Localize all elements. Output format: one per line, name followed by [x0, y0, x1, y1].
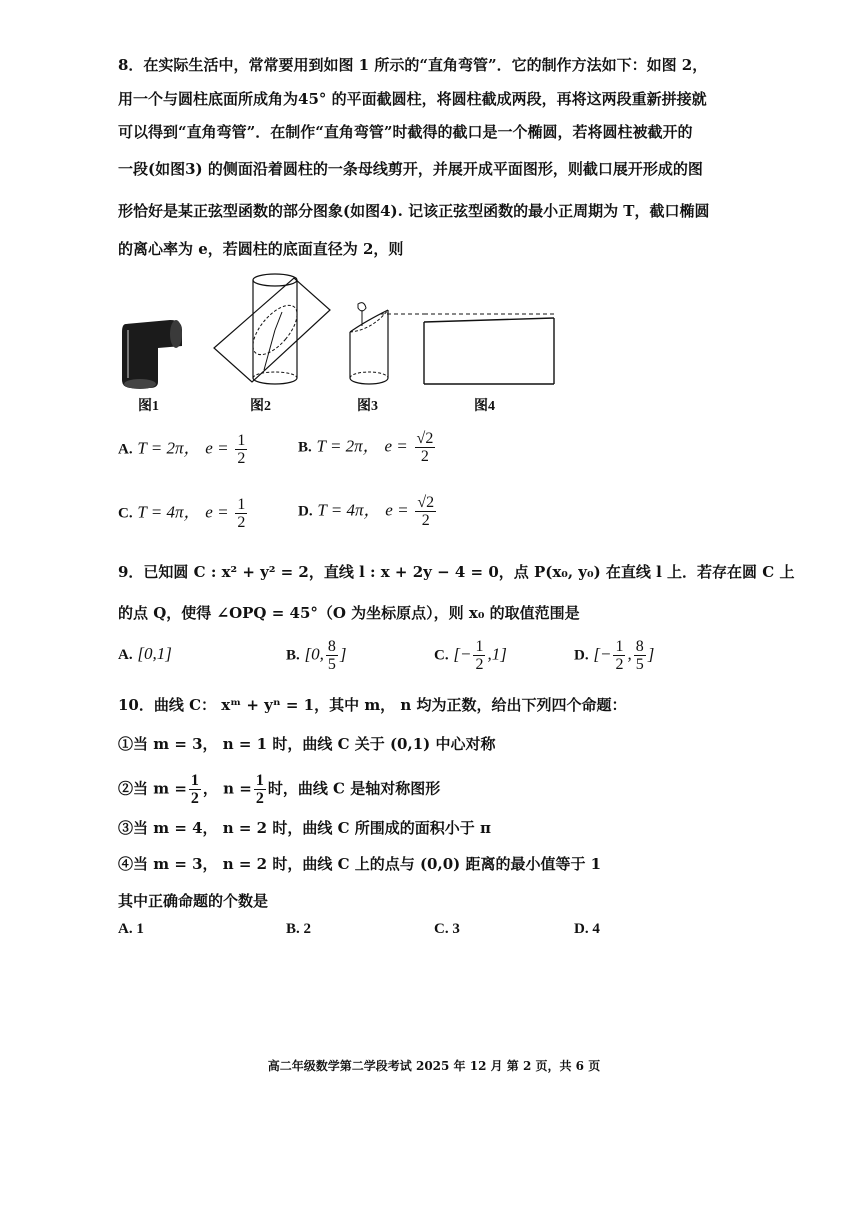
q8-option-d[interactable]: [298, 494, 438, 529]
fraction: [613, 638, 625, 673]
numerator: 8: [327, 638, 336, 655]
numerator: √2: [416, 430, 434, 447]
fraction: [415, 430, 436, 465]
text: ， n =: [202, 779, 252, 798]
text: ②当 m =: [118, 779, 187, 798]
numerator: 8: [635, 638, 644, 655]
fraction: [235, 432, 247, 467]
fraction: [473, 638, 485, 673]
option-eccentricity: e =: [384, 436, 408, 456]
option-label: C.: [434, 647, 449, 664]
q10-option-b[interactable]: B. 2: [286, 921, 312, 937]
q10-proposition-4: ④当 m = 3， n = 2 时，曲线 C 上的点与 (0,0) 距离的最小值等于 1: [118, 855, 602, 873]
fraction: [189, 772, 201, 807]
denominator: 2: [421, 512, 430, 529]
option-value: [0,1]: [137, 644, 172, 663]
figure-1-elbow-pipe: [118, 312, 188, 388]
q8-line-5: 形恰好是某正弦型函数的部分图象(如图4). 记该正弦型函数的最小正周期为 T，截口椭圆: [118, 202, 710, 220]
option-label: A.: [118, 441, 133, 458]
q8-line-4: 一段(如图3) 的侧面沿着圆柱的一条母线剪开，并展开成平面图形，则截口展开形成的图: [118, 160, 703, 178]
option-bracket: ,1]: [487, 644, 507, 664]
option-label: D.: [298, 503, 313, 520]
numerator: √2: [417, 494, 435, 511]
q9-option-b[interactable]: [286, 638, 347, 673]
q10-option-a[interactable]: A. 1: [118, 921, 144, 937]
q10-intro: 10．曲线 C： xᵐ + yⁿ = 1，其中 m， n 均为正数，给出下列四个命题：: [118, 696, 627, 714]
q8-line-1: 8．在实际生活中，常常要用到如图 1 所示的“直角弯管”．它的制作方法如下：如图 2，: [118, 56, 708, 74]
option-label: A.: [118, 647, 133, 663]
fraction: [326, 638, 338, 673]
denominator: 2: [255, 790, 264, 807]
fraction: [415, 494, 436, 529]
option-period: T = 2π，: [316, 436, 380, 456]
q10-proposition-1: ①当 m = 3， n = 1 时，曲线 C 关于 (0,1) 中心对称: [118, 735, 496, 753]
figure-4-caption: 图4: [474, 399, 495, 414]
option-label: B.: [298, 439, 312, 456]
figure-3-caption: 图3: [357, 399, 378, 414]
numerator: 1: [615, 638, 624, 655]
figure-4-unrolled-surface: [380, 306, 560, 386]
q10-question: 其中正确命题的个数是: [118, 892, 269, 910]
option-bracket: [−: [453, 644, 472, 664]
q9-line-1: 9．已知圆 C : x² + y² = 2，直线 l : x + 2y − 4 = 0，点 P(x₀, y₀) 在直线 l 上．若存在圆 C 上: [118, 563, 795, 581]
denominator: 2: [190, 790, 199, 807]
numerator: 1: [475, 638, 484, 655]
figure-2-caption: 图2: [250, 399, 271, 414]
q8-line-2: 用一个与圆柱底面所成角为45° 的平面截圆柱，将圆柱截成两段，再将这两段重新拼接就: [118, 90, 707, 108]
q8-line-3: 可以得到“直角弯管”．在制作“直角弯管”时截得的截口是一个椭圆，若将圆柱被截开的: [118, 123, 693, 141]
q9-line-2: 的点 Q，使得 ∠OPQ = 45°（O 为坐标原点），则 x₀ 的取值范围是: [118, 604, 580, 622]
denominator: 5: [635, 656, 644, 673]
figure-1-caption: 图1: [138, 399, 159, 414]
q8-option-a[interactable]: [118, 432, 249, 467]
fraction: [235, 496, 247, 531]
q8-line-6: 的离心率为 e，若圆柱的底面直径为 2，则: [118, 240, 404, 258]
denominator: 5: [327, 656, 336, 673]
option-label: D.: [574, 647, 589, 664]
option-eccentricity: e =: [385, 500, 409, 520]
q9-option-c[interactable]: [434, 638, 507, 673]
q9-option-d[interactable]: [574, 638, 654, 673]
q10-proposition-3: ③当 m = 4， n = 2 时，曲线 C 所围成的面积小于 π: [118, 819, 491, 837]
denominator: 2: [237, 514, 246, 531]
option-bracket: ]: [339, 644, 347, 664]
page-footer: 高二年级数学第二学段考试 2025 年 12 月 第 2 页，共 6 页: [267, 1059, 601, 1073]
q8-option-b[interactable]: [298, 430, 437, 465]
option-bracket: [−: [593, 644, 612, 664]
option-label: B.: [286, 647, 300, 664]
option-bracket: [0,: [304, 644, 324, 664]
fraction: [254, 772, 266, 807]
q10-option-d[interactable]: D. 4: [574, 921, 600, 937]
option-label: C.: [118, 505, 133, 522]
option-eccentricity: e =: [205, 438, 229, 458]
option-period: T = 4π，: [317, 500, 381, 520]
q9-option-a[interactable]: [118, 644, 172, 664]
fraction: [634, 638, 646, 673]
numerator: 1: [255, 772, 264, 789]
option-period: T = 2π，: [137, 438, 201, 458]
option-period: T = 4π，: [137, 502, 201, 522]
q10-proposition-2: [118, 772, 440, 807]
option-eccentricity: e =: [205, 502, 229, 522]
q8-option-c[interactable]: [118, 496, 249, 531]
figure-2-cut-cylinder: [212, 270, 332, 390]
denominator: 2: [615, 656, 624, 673]
option-comma: ,: [627, 644, 632, 664]
denominator: 2: [420, 448, 429, 465]
numerator: 1: [190, 772, 199, 789]
denominator: 2: [475, 656, 484, 673]
q10-option-c[interactable]: C. 3: [434, 921, 460, 937]
denominator: 2: [237, 450, 246, 467]
numerator: 1: [237, 432, 246, 449]
text: 时，曲线 C 是轴对称图形: [267, 779, 441, 798]
option-bracket: ]: [647, 644, 655, 664]
numerator: 1: [237, 496, 246, 513]
